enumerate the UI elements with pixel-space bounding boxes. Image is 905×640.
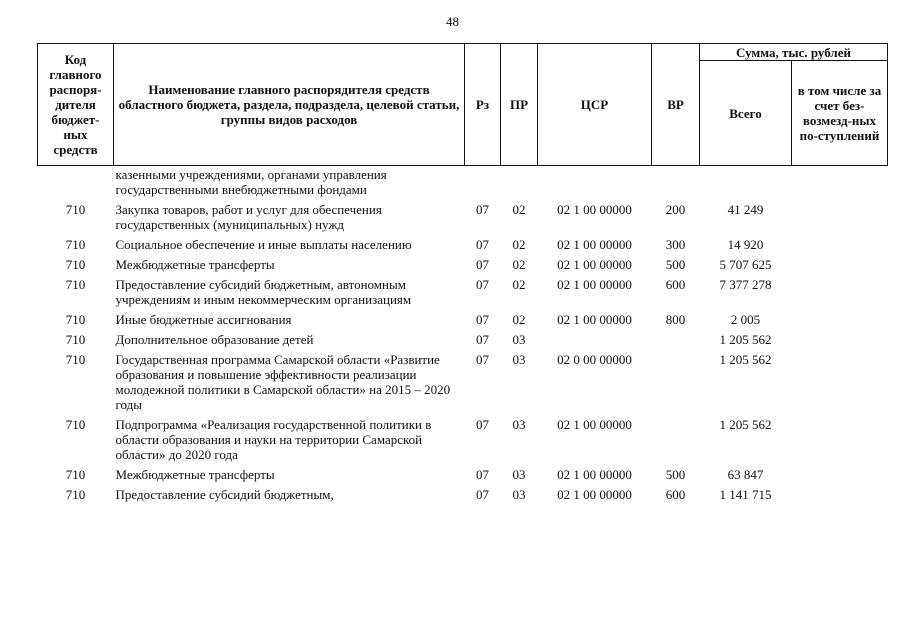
row-csr bbox=[538, 330, 652, 350]
row-rz: 07 bbox=[476, 257, 489, 272]
row-rz: 07 bbox=[476, 332, 489, 347]
row-code: 710 bbox=[65, 312, 86, 327]
row-csr: 02 0 00 00000 bbox=[557, 352, 632, 367]
row-pr: 03 bbox=[512, 332, 526, 347]
row-pr: 02 bbox=[512, 257, 526, 272]
row-csr: 02 1 00 00000 bbox=[557, 257, 632, 272]
row-gratuitous bbox=[792, 255, 888, 275]
table-row bbox=[38, 166, 888, 201]
row-rz: 07 bbox=[476, 237, 489, 252]
header-gratuitous: в том числе за счет без-возмезд-ных по-ступлений bbox=[792, 61, 888, 166]
row-gratuitous bbox=[792, 200, 888, 235]
row-gratuitous bbox=[792, 235, 888, 255]
row-total: 14 920 bbox=[727, 237, 764, 252]
row-name: казенными учреждениями, органами управления государственными внебюджетными фондами bbox=[115, 167, 387, 197]
row-gratuitous bbox=[792, 166, 888, 201]
header-csr: ЦСР bbox=[538, 44, 652, 166]
row-pr: 03 bbox=[512, 487, 526, 502]
header-total: Всего bbox=[700, 61, 792, 166]
row-vr bbox=[652, 166, 700, 201]
table-row bbox=[38, 255, 888, 275]
row-gratuitous bbox=[792, 485, 888, 505]
row-total bbox=[700, 166, 792, 201]
row-pr bbox=[501, 166, 538, 201]
row-code: 710 bbox=[65, 277, 86, 292]
row-code: 710 bbox=[65, 467, 86, 482]
row-pr: 02 bbox=[512, 312, 526, 327]
row-code: 710 bbox=[65, 352, 86, 367]
row-code: 710 bbox=[65, 417, 86, 432]
row-code: 710 bbox=[65, 237, 86, 252]
row-code: 710 bbox=[65, 202, 86, 217]
header-pr: ПР bbox=[501, 44, 538, 166]
row-csr: 02 1 00 00000 bbox=[557, 277, 632, 292]
row-total: 1 205 562 bbox=[719, 352, 772, 367]
row-rz: 07 bbox=[476, 202, 489, 217]
row-vr bbox=[652, 330, 700, 350]
row-rz: 07 bbox=[476, 417, 489, 432]
row-csr bbox=[538, 166, 652, 201]
row-total: 41 249 bbox=[727, 202, 764, 217]
row-total: 7 377 278 bbox=[719, 277, 772, 292]
row-vr bbox=[652, 350, 700, 415]
row-csr: 02 1 00 00000 bbox=[557, 202, 632, 217]
row-gratuitous bbox=[792, 465, 888, 485]
row-csr: 02 1 00 00000 bbox=[557, 237, 632, 252]
row-name: Дополнительное образование детей bbox=[115, 332, 314, 347]
row-code: 710 bbox=[65, 332, 86, 347]
table-row bbox=[38, 465, 888, 485]
table-body bbox=[38, 166, 888, 506]
table-row bbox=[38, 235, 888, 255]
row-vr: 600 bbox=[665, 487, 686, 502]
row-gratuitous bbox=[792, 310, 888, 330]
row-gratuitous bbox=[792, 330, 888, 350]
row-pr: 03 bbox=[512, 467, 526, 482]
row-name: Закупка товаров, работ и услуг для обеспечения государственных (муниципальных) нужд bbox=[115, 202, 382, 232]
row-rz: 07 bbox=[476, 487, 489, 502]
header-sum-group: Сумма, тыс. рублей bbox=[700, 44, 888, 61]
row-total: 1 141 715 bbox=[719, 487, 772, 502]
row-name: Межбюджетные трансферты bbox=[115, 467, 275, 482]
row-total: 63 847 bbox=[727, 467, 764, 482]
table-header bbox=[38, 44, 888, 166]
row-code bbox=[38, 166, 114, 201]
page-number: 48 bbox=[446, 14, 459, 29]
row-csr: 02 1 00 00000 bbox=[557, 467, 632, 482]
row-vr: 600 bbox=[665, 277, 686, 292]
row-gratuitous bbox=[792, 350, 888, 415]
table-row bbox=[38, 330, 888, 350]
row-name: Подпрограмма «Реализация государственной политики в области образования и науки на территории Самарской области» до 2020 года bbox=[115, 417, 432, 462]
row-name: Иные бюджетные ассигнования bbox=[115, 312, 292, 327]
row-vr: 200 bbox=[665, 202, 686, 217]
table-row bbox=[38, 310, 888, 330]
row-total: 2 005 bbox=[730, 312, 761, 327]
row-code: 710 bbox=[65, 487, 86, 502]
row-total: 1 205 562 bbox=[719, 417, 772, 432]
table-row bbox=[38, 275, 888, 310]
row-pr: 02 bbox=[512, 202, 526, 217]
row-csr: 02 1 00 00000 bbox=[557, 417, 632, 432]
row-name: Предоставление субсидий бюджетным, автономным учреждениям и иным некоммерческим организациям bbox=[115, 277, 412, 307]
row-rz: 07 bbox=[476, 277, 489, 292]
row-code: 710 bbox=[65, 257, 86, 272]
row-pr: 02 bbox=[512, 237, 526, 252]
row-name: Межбюджетные трансферты bbox=[115, 257, 275, 272]
table-row bbox=[38, 415, 888, 465]
row-vr bbox=[652, 415, 700, 465]
header-vr: ВР bbox=[652, 44, 700, 166]
table-row bbox=[38, 350, 888, 415]
row-vr: 300 bbox=[665, 237, 686, 252]
row-rz bbox=[465, 166, 501, 201]
row-vr: 500 bbox=[665, 257, 686, 272]
header-code: Код главного распоря-дителя бюджет-ных средств bbox=[38, 44, 114, 166]
row-name: Социальное обеспечение и иные выплаты населению bbox=[115, 237, 412, 252]
row-csr: 02 1 00 00000 bbox=[557, 312, 632, 327]
row-vr: 800 bbox=[665, 312, 686, 327]
table-row bbox=[38, 200, 888, 235]
row-pr: 03 bbox=[512, 352, 526, 367]
row-rz: 07 bbox=[476, 467, 489, 482]
header-name: Наименование главного распорядителя средств областного бюджета, раздела, подраздела, целевой статьи, группы видов расходов bbox=[114, 44, 465, 166]
row-vr: 500 bbox=[665, 467, 686, 482]
row-name: Предоставление субсидий бюджетным, bbox=[115, 487, 334, 502]
row-rz: 07 bbox=[476, 312, 489, 327]
row-total: 1 205 562 bbox=[719, 332, 772, 347]
row-total: 5 707 625 bbox=[719, 257, 772, 272]
table-row bbox=[38, 485, 888, 505]
row-pr: 02 bbox=[512, 277, 526, 292]
row-gratuitous bbox=[792, 415, 888, 465]
row-gratuitous bbox=[792, 275, 888, 310]
row-name: Государственная программа Самарской области «Развитие образования и повышение эффективности реализации молодежной политики в Самарской области» на 2015 – 2020 годы bbox=[115, 352, 451, 412]
row-pr: 03 bbox=[512, 417, 526, 432]
header-rz: Рз bbox=[465, 44, 501, 166]
row-csr: 02 1 00 00000 bbox=[557, 487, 632, 502]
budget-table bbox=[37, 43, 888, 505]
row-rz: 07 bbox=[476, 352, 489, 367]
